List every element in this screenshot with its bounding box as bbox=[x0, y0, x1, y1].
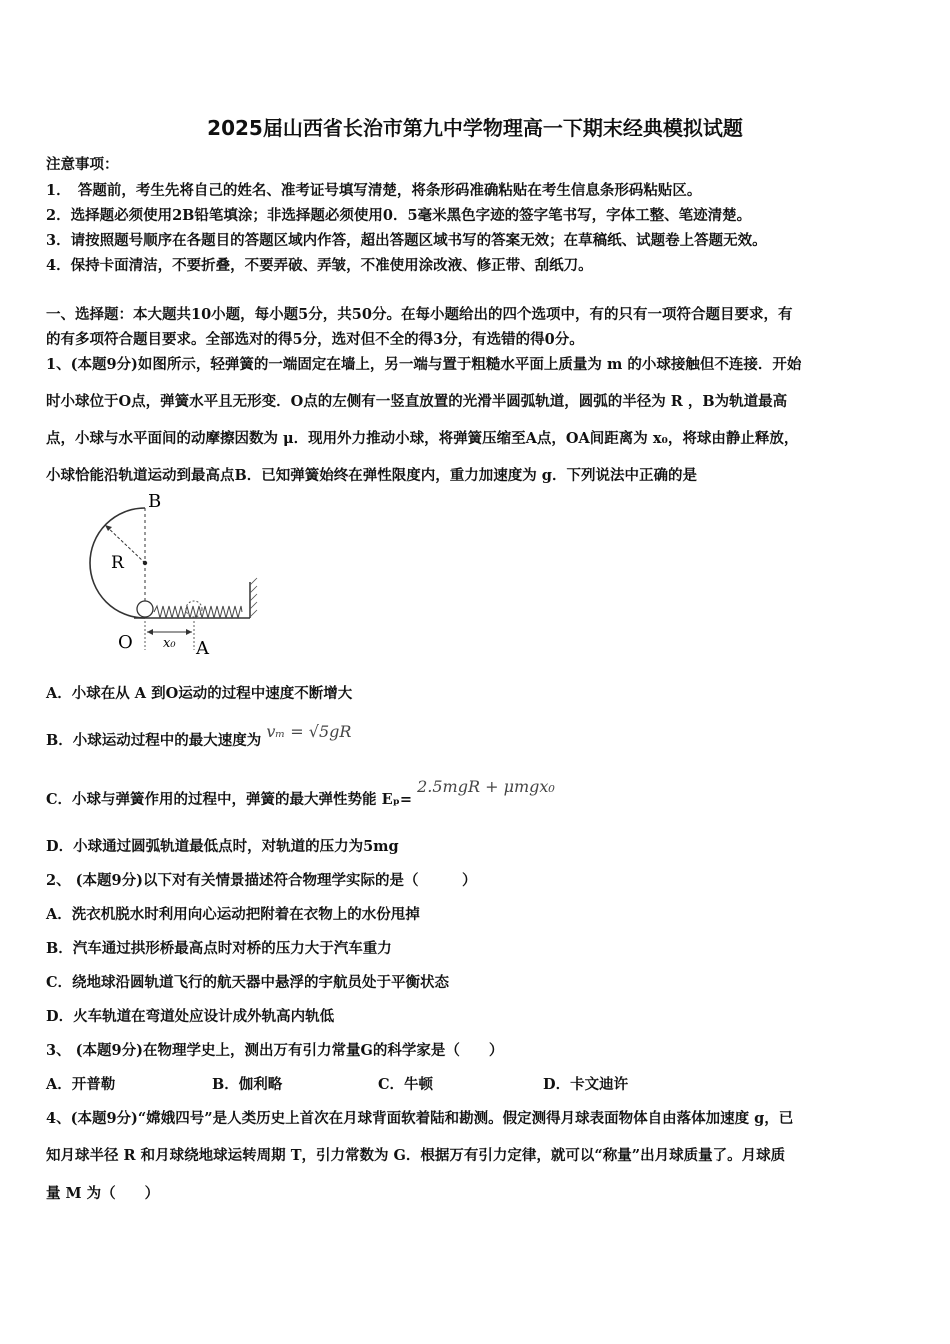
q1-stem-line-4: 小球恰能沿轨道运动到最高点B．已知弹簧始终在弹性限度内，重力加速度为 g．下列说法中正确的是 bbox=[46, 467, 697, 484]
q2-stem: 2、 (本题9分)以下对有关情景描述符合物理学实际的是（ ） bbox=[46, 872, 477, 889]
notice-item-1: 1． 答题前，考生先将自己的姓名、准考证号填写清楚，将条形码准确粘贴在考生信息条形码粘贴区。 bbox=[46, 182, 702, 199]
q4-stem-line-3: 量 M 为（ ） bbox=[46, 1185, 160, 1202]
label-r: R bbox=[111, 553, 124, 573]
ball bbox=[137, 601, 153, 617]
q1-stem-line-3: 点，小球与水平面间的动摩擦因数为 μ．现用外力推动小球，将弹簧压缩至A点，OA间距离为 x₀，将球由静止释放， bbox=[46, 430, 799, 447]
q1-option-c-text: C．小球与弹簧作用的过程中，弹簧的最大弹性势能 Eₚ= bbox=[46, 791, 413, 808]
q1-stem-line-1: 1、(本题9分)如图所示，轻弹簧的一端固定在墙上，另一端与置于粗糙水平面上质量为 m 的小球接触但不连接．开始 bbox=[46, 356, 802, 373]
label-x0: x₀ bbox=[163, 636, 176, 651]
q3-option-c: C．牛顿 bbox=[378, 1076, 434, 1093]
q3-stem: 3、 (本题9分)在物理学史上，测出万有引力常量G的科学家是（ ） bbox=[46, 1042, 504, 1059]
page-title: 2025届山西省长治市第九中学物理高一下期末经典模拟试题 bbox=[207, 116, 743, 140]
label-a: A bbox=[196, 638, 209, 659]
circle-center bbox=[143, 561, 147, 565]
q1-option-b-formula: vₘ = √5gR bbox=[266, 722, 352, 741]
q3-option-b: B．伽利略 bbox=[212, 1076, 283, 1093]
notice-item-2: 2．选择题必须使用2B铅笔填涂；非选择题必须使用0．5毫米黑色字迹的签字笔书写，字体工整、笔迹清楚。 bbox=[46, 207, 752, 224]
label-o: O bbox=[118, 632, 133, 653]
q1-option-b bbox=[46, 722, 352, 750]
q3-option-d: D．卡文迪许 bbox=[543, 1076, 629, 1093]
q1-option-c-formula: 2.5mgR + μmgx₀ bbox=[417, 777, 555, 796]
x0-arrow-left bbox=[147, 629, 153, 635]
q2-option-c: C．绕地球沿圆轨道飞行的航天器中悬浮的宇航员处于平衡状态 bbox=[46, 974, 450, 991]
section-instructions-line-1: 一、选择题：本大题共10小题，每小题5分，共50分。在每小题给出的四个选项中，有的只有一项符合题目要求，有 bbox=[46, 306, 793, 323]
notice-item-4: 4．保持卡面清洁，不要折叠，不要弄破、弄皱，不准使用涂改液、修正带、刮纸刀。 bbox=[46, 257, 593, 274]
q2-option-d: D．火车轨道在弯道处应设计成外轨高内轨低 bbox=[46, 1008, 335, 1025]
q3-option-a: A．开普勒 bbox=[46, 1076, 116, 1093]
wall-hatching bbox=[250, 578, 257, 617]
notice-heading: 注意事项： bbox=[46, 156, 119, 173]
q1-option-b-text: B．小球运动过程中的最大速度为 bbox=[46, 732, 262, 749]
x0-arrow-right bbox=[186, 629, 192, 635]
q2-option-a: A．洗衣机脱水时利用向心运动把附着在衣物上的水份甩掉 bbox=[46, 906, 420, 923]
notice-item-3: 3．请按照题号顺序在各题目的答题区域内作答，超出答题区域书写的答案无效；在草稿纸、试题卷上答题无效。 bbox=[46, 232, 767, 249]
q1-option-a: A．小球在从 A 到O运动的过程中速度不断增大 bbox=[46, 685, 353, 702]
label-b: B bbox=[148, 491, 162, 512]
q4-stem-line-2: 知月球半径 R 和月球绕地球运转周期 T，引力常数为 G．根据万有引力定律，就可以“称量”出月球质量了。月球质 bbox=[46, 1147, 786, 1164]
q4-stem-line-1: 4、(本题9分)“嫦娥四号”是人类历史上首次在月球背面软着陆和勘测。假定测得月球表面物体自由落体加速度 g，已 bbox=[46, 1110, 794, 1127]
q1-track-diagram bbox=[72, 490, 272, 662]
q2-option-b: B．汽车通过拱形桥最高点时对桥的压力大于汽车重力 bbox=[46, 940, 392, 957]
q1-option-c bbox=[46, 777, 555, 809]
q1-stem-line-2: 时小球位于O点，弹簧水平且无形变．O点的左侧有一竖直放置的光滑半圆弧轨道，圆弧的半径为 R ，B为轨道最高 bbox=[46, 393, 788, 410]
section-instructions-line-2: 的有多项符合题目要求。全部选对的得5分，选对但不全的得3分，有选错的得0分。 bbox=[46, 331, 584, 348]
q1-option-d: D．小球通过圆弧轨道最低点时，对轨道的压力为5mg bbox=[46, 838, 399, 855]
